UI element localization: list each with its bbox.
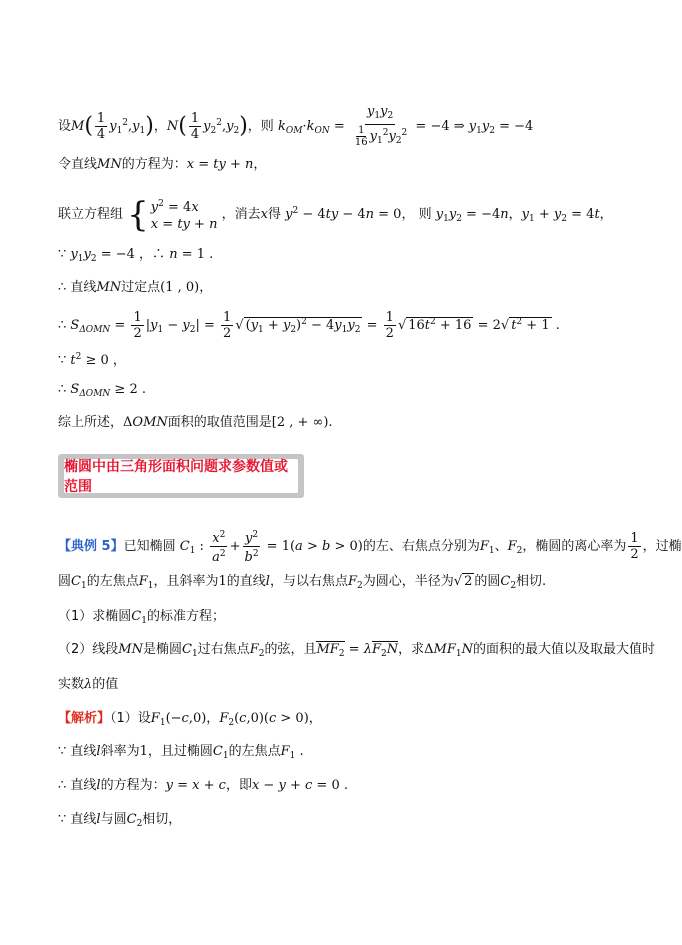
solution-line-1: 【解析】（1）设$F_1(-c,0)$，$F_2(c,0)(c > 0)$，: [58, 711, 322, 728]
line-area-bound: ∴ $S_{\Delta OMN} \ge 2$ .: [58, 382, 146, 399]
solution-line-4: ∵ 直线l与圆$C_2$相切，: [58, 812, 182, 829]
example-line-2: 圆$C_1$的左焦点$F_1$，且斜率为1的直线l，与以右焦点$F_2$为圆心，半径为√ 2 的圆$C_2$相切.: [58, 574, 547, 591]
question-2-cont: 实数λ的值: [58, 677, 119, 692]
line-line-equation: 令直线MN的方程为：x = ty + n，: [58, 157, 267, 172]
example-tag: 【典例 5】: [58, 539, 124, 554]
solution-line-2: ∵ 直线l斜率为1，且过椭圆$C_1$的左焦点$F_1$ .: [58, 744, 304, 761]
line-t-nonneg: ∵ $t^2 \ge 0$ ，: [58, 352, 126, 368]
section-banner: [58, 454, 304, 498]
line-conclusion: 综上所述，ΔOMN面积的取值范围是[2 , + ∞).: [58, 415, 333, 430]
section-banner-title: 椭圆中由三角形面积问题求参数值或范围: [64, 459, 298, 493]
question-2: （2）线段MN是椭圆$C_1$过右焦点$F_2$的弦，且$MF_2 = \lambda F_2N$，求$\Delta MF_1N$的面积的最大值以及取最大值时: [58, 642, 655, 659]
line-set-points: 设M( $\frac{1}{4}$ $y_1^2,y_1$)，N( $\frac{1}{4}$ $y_2^2,y_2$)，则 $k_{OM}\cdot k_{ON}$ = $y_1y_2$ $\frac{1}{16}$ $y_1^2y_2^2$ = −4 ⇒ $y_1y_2 = -4$: [58, 104, 534, 148]
line-system: 联立方程组 { $y^2 = 4x$ x = ty + n ，消去x得 $y^2 - 4ty - 4n = 0$， 则 $y_1y_2 = -4n$，$y_1 + y_2 = 4t$，: [58, 194, 613, 235]
example-line-1: 【典例 5】已知椭圆 $C_1$ : $\frac{x^2}{a^2}$ + $\frac{y^2}{b^2}$ = 1(a > b > 0)的左、右焦点分别为$F_1$、$F_2$，椭圆的离心率为 $\frac{1}{2}$ ，过椭: [58, 530, 682, 565]
solution-line-3: ∴ 直线l的方程为：y = x + c，即x − y + c = 0 .: [58, 778, 348, 793]
line-because: ∵ $y_1y_2 = -4$ ，∴ n = 1 .: [58, 247, 214, 264]
line-fixed-point: ∴ 直线MN过定点(1 , 0)，: [58, 280, 213, 295]
line-area-formula: ∴ $S_{\Delta OMN}$ = $\frac{1}{2}$ $|y_1 - y_2|$ = $\frac{1}{2}$ √ $(y_1 + y_2)^2 - 4y_1y_2$ = $\frac{1}{2}$ √ $16t^2 + 16 = 2√$ $t^2 + 1$ .: [58, 310, 560, 341]
solution-tag: 【解析】: [58, 711, 111, 726]
question-1: （1）求椭圆$C_1$的标准方程；: [58, 609, 225, 626]
